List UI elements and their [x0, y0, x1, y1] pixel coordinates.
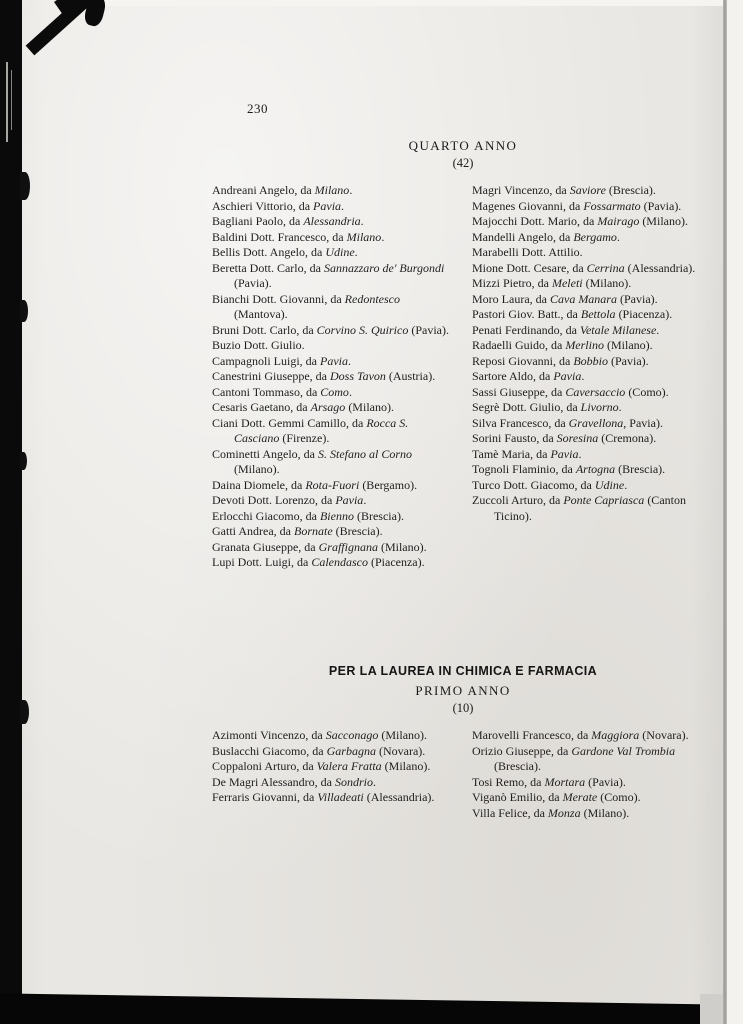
- scan-scratch: [6, 62, 8, 142]
- section-chimica-e-farmacia: [212, 664, 714, 821]
- student-entry: Cantoni Tommaso, da Como.: [212, 384, 352, 399]
- student-entry: Mizzi Pietro, da Meleti (Milano).: [472, 276, 632, 290]
- student-entry: Azimonti Vincenzo, da Sacconago (Milano).: [212, 728, 428, 742]
- student-entry: Magri Vincenzo, da Saviore (Brescia).: [472, 183, 656, 197]
- student-entry: Tosi Remo, da Mortara (Pavia).: [472, 774, 626, 789]
- student-entry: Majocchi Dott. Mario, da Mairago (Milano).: [472, 214, 688, 228]
- entries-column-left: [212, 728, 454, 821]
- student-entry: Daina Diomele, da Rota-Fuori (Bergamo).: [212, 477, 418, 492]
- scan-edge-blemish: [20, 452, 27, 470]
- student-entry: Penati Ferdinando, da Vetale Milanese.: [472, 322, 660, 337]
- student-entry: Magenes Giovanni, da Fossarmato (Pavia).: [472, 198, 682, 213]
- scan-edge-blemish: [20, 300, 28, 322]
- student-entry: Bianchi Dott. Giovanni, da Redontesco (Mantova).: [212, 291, 400, 321]
- entries-column-right: [472, 183, 714, 571]
- student-entry: Marovelli Francesco, da Maggiora (Novara).: [472, 728, 689, 742]
- student-entry: Cominetti Angelo, da S. Stefano al Corno (Milano).: [212, 446, 413, 476]
- scan-edge-left: [0, 0, 22, 1024]
- student-entry: De Magri Alessandro, da Sondrio.: [212, 774, 376, 789]
- student-entry: Aschieri Vittorio, da Pavia.: [212, 198, 345, 213]
- student-entry: Mione Dott. Cesare, da Cerrina (Alessandria).: [472, 260, 696, 275]
- student-entry: Campagnoli Luigi, da Pavia.: [212, 353, 351, 368]
- student-entry: Bagliani Paolo, da Alessandria.: [212, 214, 364, 228]
- student-entry: Granata Giuseppe, da Graffignana (Milano).: [212, 539, 427, 554]
- student-entry: Bellis Dott. Angelo, da Udine.: [212, 245, 358, 259]
- student-entry: Beretta Dott. Carlo, da Sannazzaro de' Burgondi (Pavia).: [212, 260, 445, 290]
- student-entry: Bruni Dott. Carlo, da Corvino S. Quirico (Pavia).: [212, 322, 449, 337]
- section-count: (42): [452, 156, 474, 170]
- student-entry: Radaelli Guido, da Merlino (Milano).: [472, 338, 653, 352]
- student-entry: Sartore Aldo, da Pavia.: [472, 369, 585, 383]
- student-entry: Tamè Maria, da Pavia.: [472, 446, 582, 461]
- student-entry: Sorini Fausto, da Soresina (Cremona).: [472, 431, 657, 445]
- scan-edge-right: [727, 0, 743, 1024]
- student-entry: Ferraris Giovanni, da Villadeati (Alessandria).: [212, 790, 435, 804]
- student-entry: Reposi Giovanni, da Bobbio (Pavia).: [472, 353, 649, 368]
- student-entry: Sassi Giuseppe, da Caversaccio (Como).: [472, 384, 669, 399]
- scan-edge-blemish: [20, 172, 30, 200]
- student-entry: Marabelli Dott. Attilio.: [472, 245, 583, 259]
- student-entry: Canestrini Giuseppe, da Doss Tavon (Austria).: [212, 369, 436, 383]
- student-entry: Ciani Dott. Gemmi Camillo, da Rocca S. Casciano (Firenze).: [212, 415, 409, 445]
- entries-column-left: [212, 183, 454, 571]
- scan-edge-blemish: [20, 700, 29, 724]
- scan-edge-top: [105, 0, 723, 6]
- student-entry: Buzio Dott. Giulio.: [212, 338, 305, 352]
- student-entry: Lupi Dott. Luigi, da Calendasco (Piacenza).: [212, 555, 425, 569]
- student-entry: Viganò Emilio, da Merate (Como).: [472, 790, 641, 804]
- student-entry: Cesaris Gaetano, da Arsago (Milano).: [212, 400, 394, 414]
- student-entry: Moro Laura, da Cava Manara (Pavia).: [472, 291, 658, 306]
- entries-columns: [212, 728, 714, 821]
- student-entry: Orizio Giuseppe, da Gardone Val Trombia (Brescia).: [472, 743, 676, 773]
- entries-columns: [212, 183, 714, 571]
- section-quarto-anno: [212, 138, 714, 571]
- student-entry: Villa Felice, da Monza (Milano).: [472, 805, 630, 820]
- student-entry: Gatti Andrea, da Bornate (Brescia).: [212, 524, 383, 538]
- student-entry: Devoti Dott. Lorenzo, da Pavia.: [212, 493, 367, 507]
- student-entry: Zuccoli Arturo, da Ponte Capriasca (Canton Ticino).: [472, 493, 686, 523]
- student-entry: Andreani Angelo, da Milano.: [212, 183, 353, 197]
- section-title: PRIMO ANNO: [415, 683, 511, 698]
- page-number: 230: [247, 101, 268, 116]
- student-entry: Mandelli Angelo, da Bergamo.: [472, 229, 620, 244]
- student-entry: Silva Francesco, da Gravellona, Pavia).: [472, 415, 663, 430]
- student-entry: Pastori Giov. Batt., da Bettola (Piacenza).: [472, 307, 673, 321]
- student-entry: Baldini Dott. Francesco, da Milano.: [212, 229, 385, 244]
- entries-column-right: [472, 728, 714, 821]
- student-entry: Tognoli Flaminio, da Artogna (Brescia).: [472, 462, 666, 476]
- section-pretitle: PER LA LAUREA IN CHIMICA E FARMACIA: [328, 664, 598, 678]
- student-entry: Erlocchi Giacomo, da Bienno (Brescia).: [212, 508, 404, 523]
- scan-scratch: [11, 70, 12, 130]
- student-entry: Coppaloni Arturo, da Valera Fratta (Milano).: [212, 759, 431, 773]
- student-entry: Segrè Dott. Giulio, da Livorno.: [472, 400, 622, 414]
- student-entry: Buslacchi Giacomo, da Garbagna (Novara).: [212, 743, 426, 758]
- section-count: (10): [452, 701, 474, 715]
- section-title: QUARTO ANNO: [408, 138, 518, 153]
- student-entry: Turco Dott. Giacomo, da Udine.: [472, 477, 628, 492]
